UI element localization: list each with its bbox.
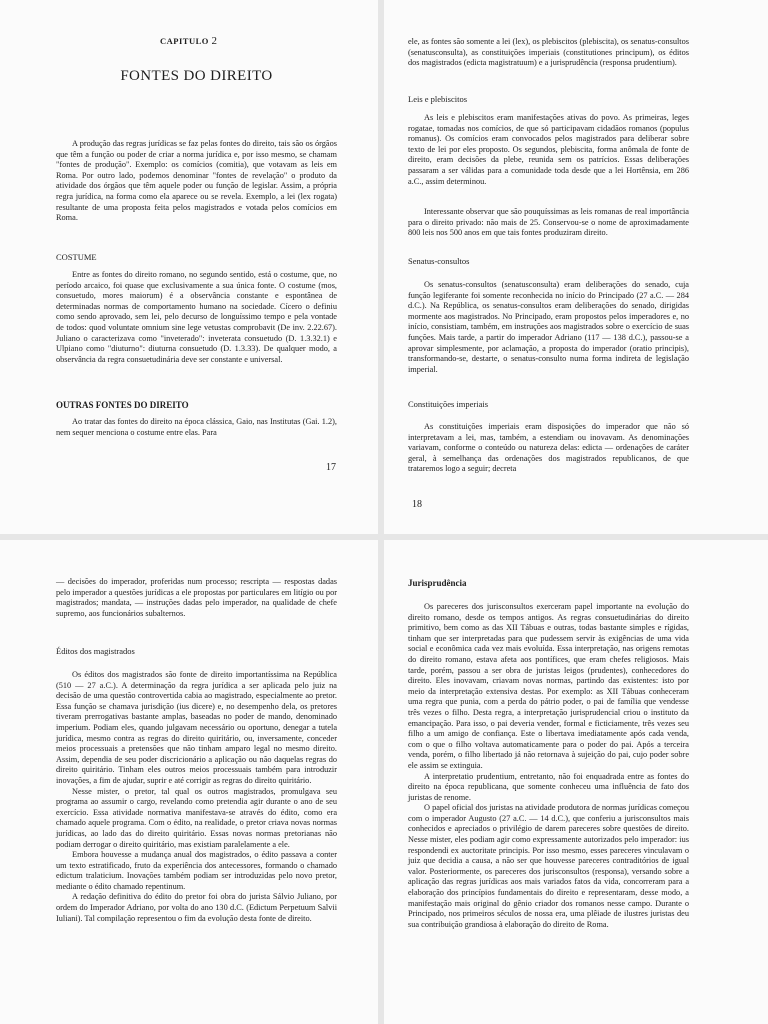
chapter-label: CAPITULO bbox=[160, 36, 209, 46]
chapter-title: FONTES DO DIREITO bbox=[120, 68, 273, 84]
outras-fontes-paragraph: Ao tratar das fontes do direito na época clássica, Gaio, nas Institutas (Gai. 1.2), nem sequer menciona o costume entre elas. Para bbox=[56, 417, 337, 437]
constituicoes-paragraph: As constituições imperiais eram disposições do imperador que não só interpretavam a lei, mas, também, a estendiam ou inovavam. As denominações variavam, conforme o conteúdo ou natureza delas: edicta — ordenações de caráter geral, à semelhança das ordenações dos magistrados republicanos, de que trataremos logo a seguir; decreta bbox=[408, 422, 689, 474]
intro-paragraph: A produção das regras jurídicas se faz pelas fontes do direito, tais são os órgãos que têm a função ou poder de criar a norma jurídica e, por isso mesmo, se chamam "fontes de produção". Exemplo: os comícios (comitia), que votavam as leis em Roma. Por outro lado, podemos denominar "fontes de revelação" o produto da atividade dos órgãos que têm aquele poder ou função de legislar. Assim, a própria regra jurídica, na forma como ela aparece ou se revela. Exemplo, a lei (lex rogata) resultante de uma proposta feita pelos magistrados e votada pelos comícios em Roma. bbox=[56, 139, 337, 223]
editos-paragraph-1: Os éditos dos magistrados são fonte de direito importantíssima na República (510 — 27 a.C.). A determinação da regra jurídica a ser aplicada pelo juiz na decisão de uma questão controvertida cabia ao magistrado, especialmente ao pretor. Essa função se chamava jurisdição (ius dicere) e, no desempenho dela, os pretores tiveram prerrogativas bastante amplas, baseadas no poder de mando, denominado imperium. Podiam eles, quando julgavam necessário ou oportuno, denegar a tutela jurídica, mesmo contra as regras do direito quiritário, ou, inversamente, conceder meios processuais a pretensões que não tinham amparo legal no mesmo direito. Assim, dependia de seu poder discricionário a aplicação ou não daquelas regras do direito quiritário. Tinham eles outros meios processuais também para introduzir inovações, a fim de ajudar, suprir e até corrigir as regras do direito quiritário. bbox=[56, 670, 337, 785]
continuation-paragraph: — decisões do imperador, proferidas num processo; rescripta — respostas dadas pelo imperador a questões jurídicas a ele propostas por particulares em litígio ou por magistrados; mandata, — instruções dadas pelo imperador, na qualidade de chefe supremo, aos funcionários subalternos. bbox=[56, 577, 337, 618]
page-18 bbox=[384, 0, 768, 534]
jurisprudencia-paragraph-1: Os pareceres dos jurisconsultos exerceram papel importante na evolução do direito romano, desde os tempos antigos. As regras consuetudinárias do direito primitivo, bem como as das XII Tábuas e outras, todas bastante simples e rígidas, tinham que ser interpretadas para que pudessem servir às exigências de uma vida social e econômica cada vez mais evoluída. Essa interpretação, nas origens remotas do direito romano, estava afeta aos pontífices, que eram chefes religiosos. Mais tarde, porém, passou a ser obra de juristas leigos (prudentes), conhecedores do direito. Eles inovavam, criavam novas normas, partindo das existentes: isto por meio da interpretação extensiva destas. Por exemplo: as XII Tábuas conheceram uma regra que punia, com a perda do pátrio poder, o pai de família que vendesse três vezes o filho. Desta regra, a interpretação jurisprudencial criou o instituto da emancipação. Para isso, o pai deveria vender, formal e ficticiamente, três vezes seu filho a um amigo de confiança. Este o libertava imediatamente após cada venda, com o que o filho voltava automaticamente para o poder do pai. Após a terceira venda, porém, o filho libertado já não retornava à sujeição do pai, cujo poder sobre ele assim se extinguia. bbox=[408, 602, 689, 770]
section-heading-senatus-consultos: Senatus-consultos bbox=[408, 256, 470, 266]
leis-paragraph-1: As leis e plebiscitos eram manifestações ativas do povo. As primeiras, leges rogatae, tomadas nos comícios, de que só participavam cidadãos romanos (populus romanus). Os comícios eram convocados pelos magistrados para deliberar sobre texto de lei por eles proposto. Os segundos, plebiscita, forma anômala de fonte de direito, eram decisões da plebe, reunida sem os patrícios. Essas deliberações passaram a ser válidas para a comunidade toda desde que a lei Hortênsia, em 286 a.C., assim determinou. bbox=[408, 113, 689, 186]
jurisprudencia-paragraph-3: O papel oficial dos juristas na atividade produtora de normas jurídicas começou com o imperador Augusto (27 a.C. — 14 d.C.), que conferiu a jurisconsultos mais conhecidos e apreciados o privilégio de darem pareceres sobre questões de direito. Nesse mister, eles podiam agir como expressamente autorizados pelo imperador: ius respondendi ex auctoritate principis. Por isso mesmo, esses pareceres vinculavam o juiz que decidia a causa, a não ser que houvesse pareceres contraditórios de igual valor. Posteriormente, os pareceres dos jurisconsultos (responsa), versando sobre a aplicação das regras jurídicas aos mais variados fatos da vida, concorreram para a elaboração dos princípios fundamentais do direito e representaram, desse modo, a manifestação mais original do gênio criador dos romanos nesse campo. Durante o Principado, nos primeiros séculos de nossa era, uma plêiade de ilustres juristas deu sua contribuição grandiosa à elaboração do direito de Roma. bbox=[408, 803, 689, 929]
jurisprudencia-paragraph-2: A interpretatio prudentium, entretanto, não foi enquadrada entre as fontes do direito na época republicana, que somente conheceu uma influência de fato dos juristas de renome. bbox=[408, 771, 689, 802]
page-17 bbox=[0, 0, 378, 534]
section-heading-leis: Leis e plebiscitos bbox=[408, 94, 468, 104]
section-heading-outras-fontes: OUTRAS FONTES DO DIREITO bbox=[56, 400, 189, 410]
page-number: 17 bbox=[326, 462, 336, 473]
editos-paragraph-4: A redação definitiva do édito do pretor foi obra do jurista Sálvio Juliano, por ordem do Imperador Adriano, por volta do ano 130 d.C. (Edictum Perpetuum Salvii Iuliani). Tal compilação representou o fim da evolução desta fonte de direito. bbox=[56, 892, 337, 923]
section-heading-costume: COSTUME bbox=[56, 252, 97, 262]
page-number: 18 bbox=[412, 499, 422, 510]
section-heading-editos: Éditos dos magistrados bbox=[56, 646, 135, 656]
chapter-number: 2 bbox=[211, 35, 218, 47]
senatus-consultos-paragraph: Os senatus-consultos (senatusconsulta) eram deliberações do senado, cuja função legiferante foi somente reconhecida no início do Principado (27 a.C. — 284 d.C.). Na República, os senatus-consultos eram deliberações do senado, dirigidas mormente aos magistrados. No Principado, eram propostos pelos imperadores e, no início, consistiam, também, em instruções aos magistrados sobre o exercício de suas funções. Mais tarde, a partir do imperador Adriano (117 — 138 d.C.), passou-se a aprovar simplesmente, por aclamação, a proposta do imperador (oratio principis), transformando-se, destarte, o senatus-consulto numa forma indireta de legislação imperial. bbox=[408, 280, 689, 374]
section-heading-constituicoes: Constituições imperiais bbox=[408, 399, 489, 409]
leis-paragraph-2: Interessante observar que são pouquíssimas as leis romanas de real importância para o direito privado: não mais de 25. Conservou-se o nome de aproximadamente 800 leis nos 500 anos em que tais fontes produziram direito. bbox=[408, 207, 689, 238]
section-heading-jurisprudencia: Jurisprudência bbox=[408, 578, 467, 588]
page-19 bbox=[0, 540, 378, 1024]
editos-paragraph-2: Nesse mister, o pretor, tal qual os outros magistrados, promulgava seu programa ao assumir o cargo, revelando como pretendia agir durante o ano de seu exercício. Essa atividade normativa manifestava-se através do édito, como era chamado aquele programa. Com o édito, na realidade, o pretor criava novas normas jurídicas, ao lado das do direito quiritário. Essas novas normas pretorianas não podiam derrogar o direito quiritário, mas existiam paralelamente a ele. bbox=[56, 786, 337, 849]
page-20 bbox=[384, 540, 768, 1024]
chapter-label-line bbox=[56, 36, 337, 47]
continuation-paragraph: ele, as fontes são somente a lei (lex), os plebiscitos (plebiscita), os senatus-consultos (senatusconsulta), as constituições imperiais (constitutiones principum), os éditos dos magistrados (edicta magistratuum) e a jurisprudência (responsa prudentium). bbox=[408, 37, 689, 68]
costume-paragraph: Entre as fontes do direito romano, no segundo sentido, está o costume, que, no período arcaico, foi quase que exclusivamente a sua única fonte. O costume (mos, consuetudo, mores maiorum) é a observância constante e espontânea de determinadas normas de comportamento humano na sociedade. Cícero o definiu como sendo aprovado, sem lei, pelo decurso de longuíssimo tempo e pela vontade de todos: quod voluntate omnium sine lege vetustas comprobavit (De inv. 2.22.67). Juliano o caracterizava como "inveterado": inveterata consuetudo (D. 1.3.32.1) e Ulpiano como "diuturno": diuturna consuetudo (D. 1.3.33). De qualquer modo, a observância da regra consuetudinária deve ser constante e universal. bbox=[56, 270, 337, 364]
editos-paragraph-3: Embora houvesse a mudança anual dos magistrados, o édito passava a conter um texto estratificado, fruto da experiência dos antecessores, formando o chamado edictum tralaticium. Inovações também podiam ser introduzidas pelo novo pretor, mediante o édito chamado repentinum. bbox=[56, 850, 337, 891]
